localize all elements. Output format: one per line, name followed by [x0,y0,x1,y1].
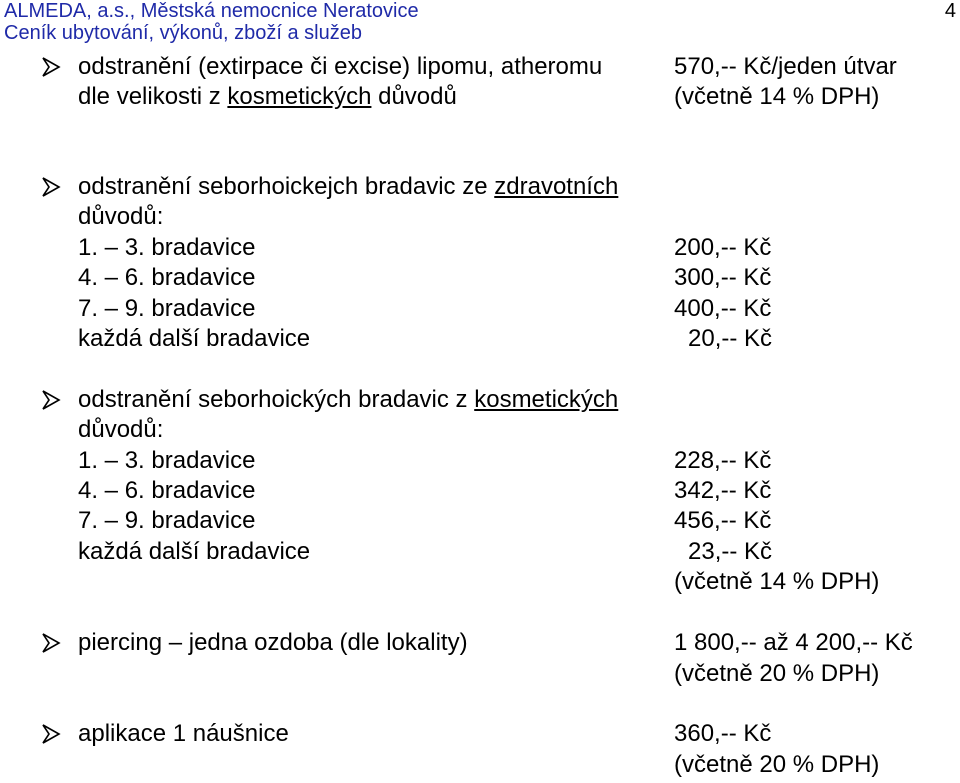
item3-row-label: 4. – 6. bradavice [78,477,256,504]
item2-row-price: 200,-- Kč [674,234,772,261]
arrow-bullet-icon [40,632,62,654]
item4-price: 1 800,-- až 4 200,-- Kč [674,629,913,656]
item1-desc-line1: odstranění (extirpace či excise) lipomu, atheromu [78,53,603,80]
arrow-bullet-icon [40,723,62,745]
item2-row-label: 7. – 9. bradavice [78,295,256,322]
item2-row-label: každá další bradavice [78,325,311,352]
item2-row-price: 400,-- Kč [674,295,772,322]
item3-row-price: 228,-- Kč [674,447,772,474]
item3-row-price: 342,-- Kč [674,477,772,504]
item3-vat: (včetně 14 % DPH) [674,568,880,595]
item3-row-price: 23,-- Kč [688,538,773,565]
item3-title-cont: důvodů: [78,416,164,443]
item4-desc: piercing – jedna ozdoba (dle lokality) [78,629,468,656]
item3-row-price: 456,-- Kč [674,507,772,534]
page-number: 4 [944,0,956,22]
item2-title: odstranění seborhoickejch bradavic ze zdravotních [78,173,619,200]
item1-price: 570,-- Kč/jeden útvar [674,53,897,80]
header-hospital: ALMEDA, a.s., Městská nemocnice Neratovice [4,0,419,22]
arrow-bullet-icon [40,56,62,78]
arrow-bullet-icon [40,176,62,198]
item1-vat: (včetně 14 % DPH) [674,83,880,110]
arrow-bullet-icon [40,389,62,411]
item2-row-price: 300,-- Kč [674,264,772,291]
item5-desc: aplikace 1 náušnice [78,720,289,747]
item2-row-price: 20,-- Kč [688,325,773,352]
item3-row-label: 1. – 3. bradavice [78,447,256,474]
item3-title: odstranění seborhoických bradavic z kosmetických [78,386,619,413]
item5-vat: (včetně 20 % DPH) [674,751,880,778]
item5-price: 360,-- Kč [674,720,772,747]
header-pricelist-title: Ceník ubytování, výkonů, zboží a služeb [4,22,362,44]
item2-row-label: 4. – 6. bradavice [78,264,256,291]
item2-title-cont: důvodů: [78,203,164,230]
item1-desc-line2: dle velikosti z kosmetických důvodů [78,83,457,110]
item4-vat: (včetně 20 % DPH) [674,660,880,687]
item3-row-label: 7. – 9. bradavice [78,507,256,534]
item3-row-label: každá další bradavice [78,538,311,565]
item2-row-label: 1. – 3. bradavice [78,234,256,261]
